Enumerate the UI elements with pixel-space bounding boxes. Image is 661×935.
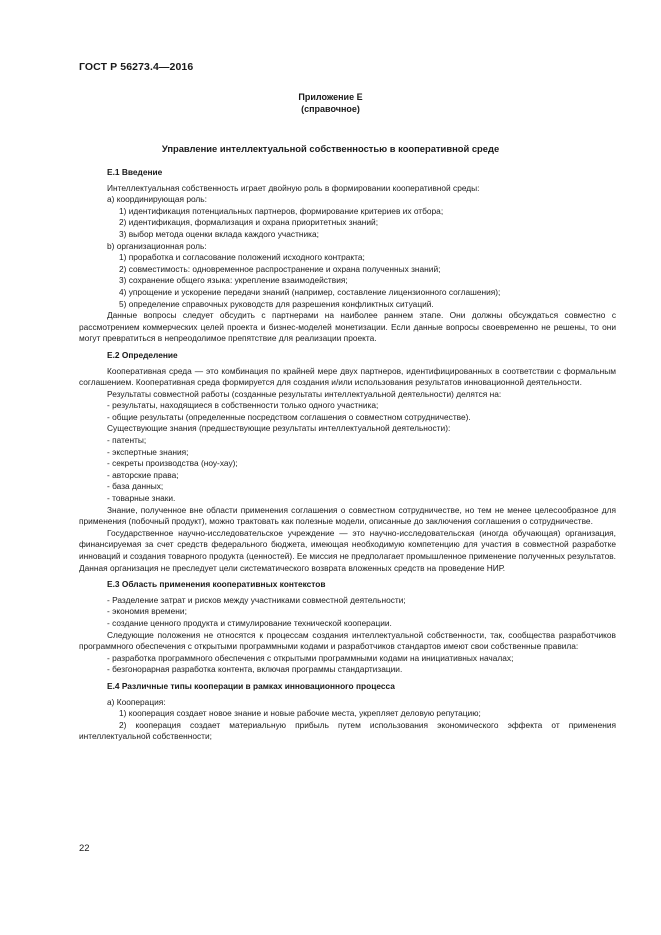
e1-closing: Данные вопросы следует обсудить с партнерами на наиболее раннем этапе. Они должны обсуждаться совместно с рассмотрением коммерческих целей проекта и бизнес-моделей монетизации. Если данные вопросы своевременно не решены, то они могут превратиться в непреодолимое препятствие для реализации проекта. [79,310,616,344]
list-item: - разработка программного обеспечения с открытыми программными кодами на инициативных началах; [107,652,514,663]
section-e2-heading: Е.2 Определение [107,349,178,360]
appendix-kind: (справочное) [301,104,360,114]
list-item: - секреты производства (ноу-хау); [107,458,238,469]
list-item: 1) кооперация создает новое знание и новые рабочие места, укрепляет деловую репутацию; [119,708,481,719]
list-item: - экономия времени; [107,606,187,617]
section-e1-heading: Е.1 Введение [107,167,163,177]
list-item: - экспертные знания; [107,446,189,457]
e2-paragraph-3: Существующие знания (предшествующие результаты интеллектуальной деятельности): [107,423,451,434]
list-item: - общие результаты (определенные посредством соглашения о совместном сотрудничестве). [107,411,471,422]
list-item: - товарные знаки. [107,493,176,504]
appendix-label: Приложение Е [298,92,363,102]
list-item: 2) идентификация, формализация и охрана приоритетных знаний; [119,217,379,228]
section-e4-heading: Е.4 Различные типы кооперации в рамках инновационного процесса [107,680,395,691]
list-item: 2) кооперация создает материальную прибыль путем использования экономического эффекта от применения интеллектуальной собственности; [79,719,616,742]
list-item: 1) идентификация потенциальных партнеров, формирование критериев их отбора; [119,205,444,216]
list-item: 5) определение справочных руководств для разрешения конфликтных ситуаций. [119,298,434,309]
e1-b-label: b) организационная роль: [107,240,207,251]
e2-paragraph-5: Государственное научно-исследовательское учреждение — это научно-исследовательская (иногда обучающая) организация, финансируемая за счет средств федерального бюджета, имеющая необходимую компетенцию для участия в совместной разработке инноваций и создания товарного продукта (ценностей). Ее миссия не предполагает промышленное применение полученных результатов. Данная организация не преследует цели систематического возврата вложенных средств на проведение НИР. [79,527,616,573]
list-item: 4) упрощение и ускорение передачи знаний (например, составление лицензионного соглашения); [119,286,501,297]
list-item: 3) выбор метода оценки вклада каждого участника; [119,228,319,239]
section-e3-heading: Е.3 Область применения кооперативных контекстов [107,579,326,590]
page-title: Управление интеллектуальной собственностью в кооперативной среде [161,143,500,154]
document-body [79,167,616,743]
page-number: 22 [79,843,90,854]
list-item: 3) сохранение общего языка: укрепление взаимодействия; [119,275,348,286]
e4-a-label: а) Кооперация: [107,696,166,707]
list-item: - авторские права; [107,469,179,480]
list-item: - Разделение затрат и рисков между участниками совместной деятельности; [107,594,406,605]
list-item: - патенты; [107,435,147,446]
standard-header: ГОСТ Р 56273.4—2016 [79,61,194,73]
list-item: 2) совместимость: одновременное распространение и охрана полученных знаний; [119,263,441,274]
list-item: - безгонорарная разработка контента, включая программы стандартизации. [107,664,403,675]
e2-paragraph-1: Кооперативная среда — это комбинация по крайней мере двух партнеров, идентифицированных в соответствии с формальным соглашением. Кооперативная среда формируется для создания и/или использования результатов инновационной деятельности. [79,365,616,388]
list-item: 1) проработка и согласование положений исходного контракта; [119,252,365,263]
e2-paragraph-2: Результаты совместной работы (созданные результаты интеллектуальной деятельности) делятся на: [107,388,502,399]
list-item: - создание ценного продукта и стимулирование технической кооперации. [107,617,392,628]
e3-paragraph-1: Следующие положения не относятся к процессам создания интеллектуальной собственности, так, сообщества разработчиков программного обеспечения с открытыми программными кодами и разработчиков стандартов имеют свои собственные правила: [79,629,616,652]
e2-paragraph-4: Знание, полученное вне области применения соглашения о совместном сотрудничестве, но тем не менее целесообразное для применения (побочный продукт), можно трактовать как полезные модели, описанные до заключения соглашения о сотрудничестве. [79,504,616,527]
list-item: - база данных; [107,481,164,492]
e1-a-label: а) координирующая роль: [107,194,207,205]
e1-intro: Интеллектуальная собственность играет двойную роль в формировании кооперативной среды: [107,182,480,193]
list-item: - результаты, находящиеся в собственности только одного участника; [107,400,379,411]
